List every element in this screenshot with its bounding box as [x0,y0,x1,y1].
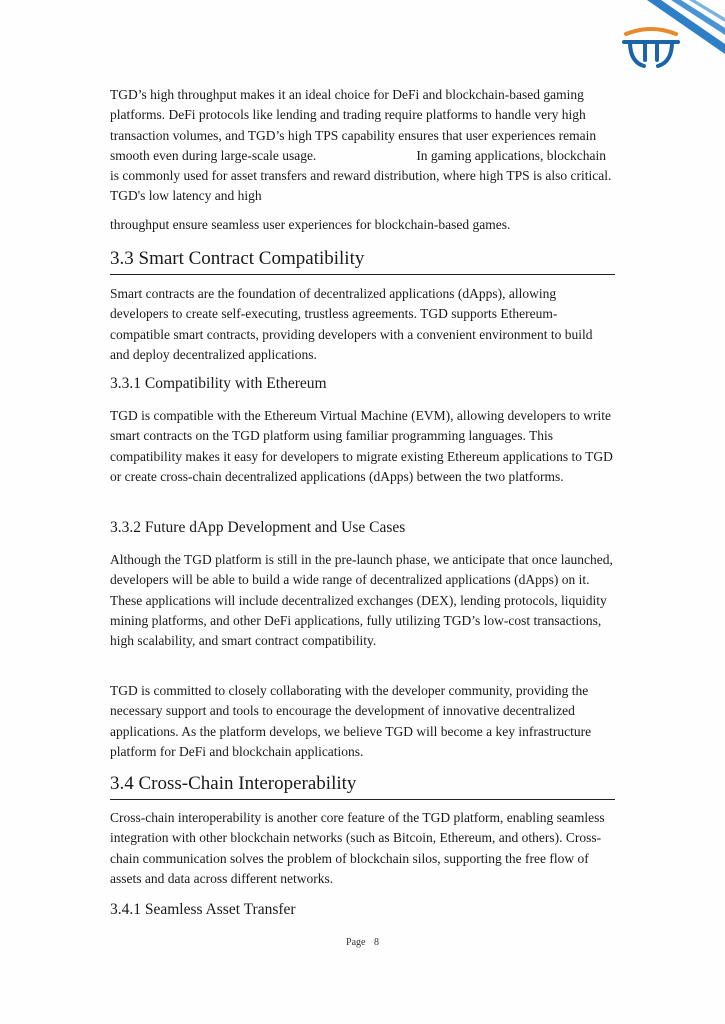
section-3-3-body [110,284,615,365]
section-3-3-2-heading: 3.3.2 Future dApp Development and Use Cases [110,519,406,536]
intro-paragraph-part2: In gaming applications, blockchain is commonly used for asset transfers and reward distribution, where high TPS is also critical. TGD's low latency and high [110,147,612,204]
section-3-4-body [110,808,615,889]
section-3-3-1-paragraph: TGD is compatible with the Ethereum Virtual Machine (EVM), allowing developers to write smart contracts on the TGD platform using familiar programming languages. This compatibility makes it easy for developers to migrate existing Ethereum applications to TGD or create cross-chain decentralized applications (dApps) between the two platforms. [110,408,613,484]
intro-continuation [110,215,615,235]
section-3-3-2-paragraph-2: TGD is committed to closely collaborating with the developer community, providing the necessary support and tools to encourage the development of innovative decentralized applications. As the platform develops, we believe TGD will become a key infrastructure platform for DeFi and blockchain applications. [110,683,592,759]
section-3-4-1-heading: 3.4.1 Seamless Asset Transfer [110,901,296,918]
page-number: 8 [373,937,379,948]
section-3-4-paragraph: Cross-chain interoperability is another core feature of the TGD platform, enabling seamless integration with other blockchain networks (such as Bitcoin, Ethereum, and others). Cross-chain communication solves the problem of blockchain silos, supporting the free flow of assets and data across different networks. [110,810,605,886]
section-3-3-2-paragraph-1: Although the TGD platform is still in the pre-launch phase, we anticipate that once launched, developers will be able to build a wide range of decentralized applications (dApps) on it. These applications will include decentralized exchanges (DEX), lending protocols, liquidity mining platforms, and other DeFi applications, fully utilizing TGD’s low-cost transactions, high scalability, and smart contract compatibility. [110,552,613,649]
section-3-4-heading: 3.4 Cross-Chain Interoperability [110,772,615,800]
intro-paragraph [110,85,615,207]
section-3-3-1-body [110,406,615,487]
page-label: Page [346,937,366,948]
section-3-3-heading: 3.3 Smart Contract Compatibility [110,247,615,275]
section-3-3-paragraph: Smart contracts are the foundation of decentralized applications (dApps), allowing developers to create self-executing, trustless agreements. TGD supports Ethereum-compatible smart contracts, providing developers with a convenient environment to build and deploy decentralized applications. [110,286,593,362]
section-3-3-1-heading: 3.3.1 Compatibility with Ethereum [110,375,327,392]
intro-continuation-text: throughput ensure seamless user experiences for blockchain-based games. [110,217,511,232]
intro-paragraph-part1: TGD’s high throughput makes it an ideal choice for DeFi and blockchain-based gaming platforms. DeFi protocols like lending and trading require platforms to handle very high transaction volumes, and TGD’s high TPS capability ensures that user experiences remain smooth even during large-scale usage. [110,87,597,163]
section-3-3-2-body-2 [110,681,615,762]
section-3-3-2-body-1 [110,550,615,651]
page-footer [0,937,725,948]
tgd-logo-icon [620,24,682,70]
